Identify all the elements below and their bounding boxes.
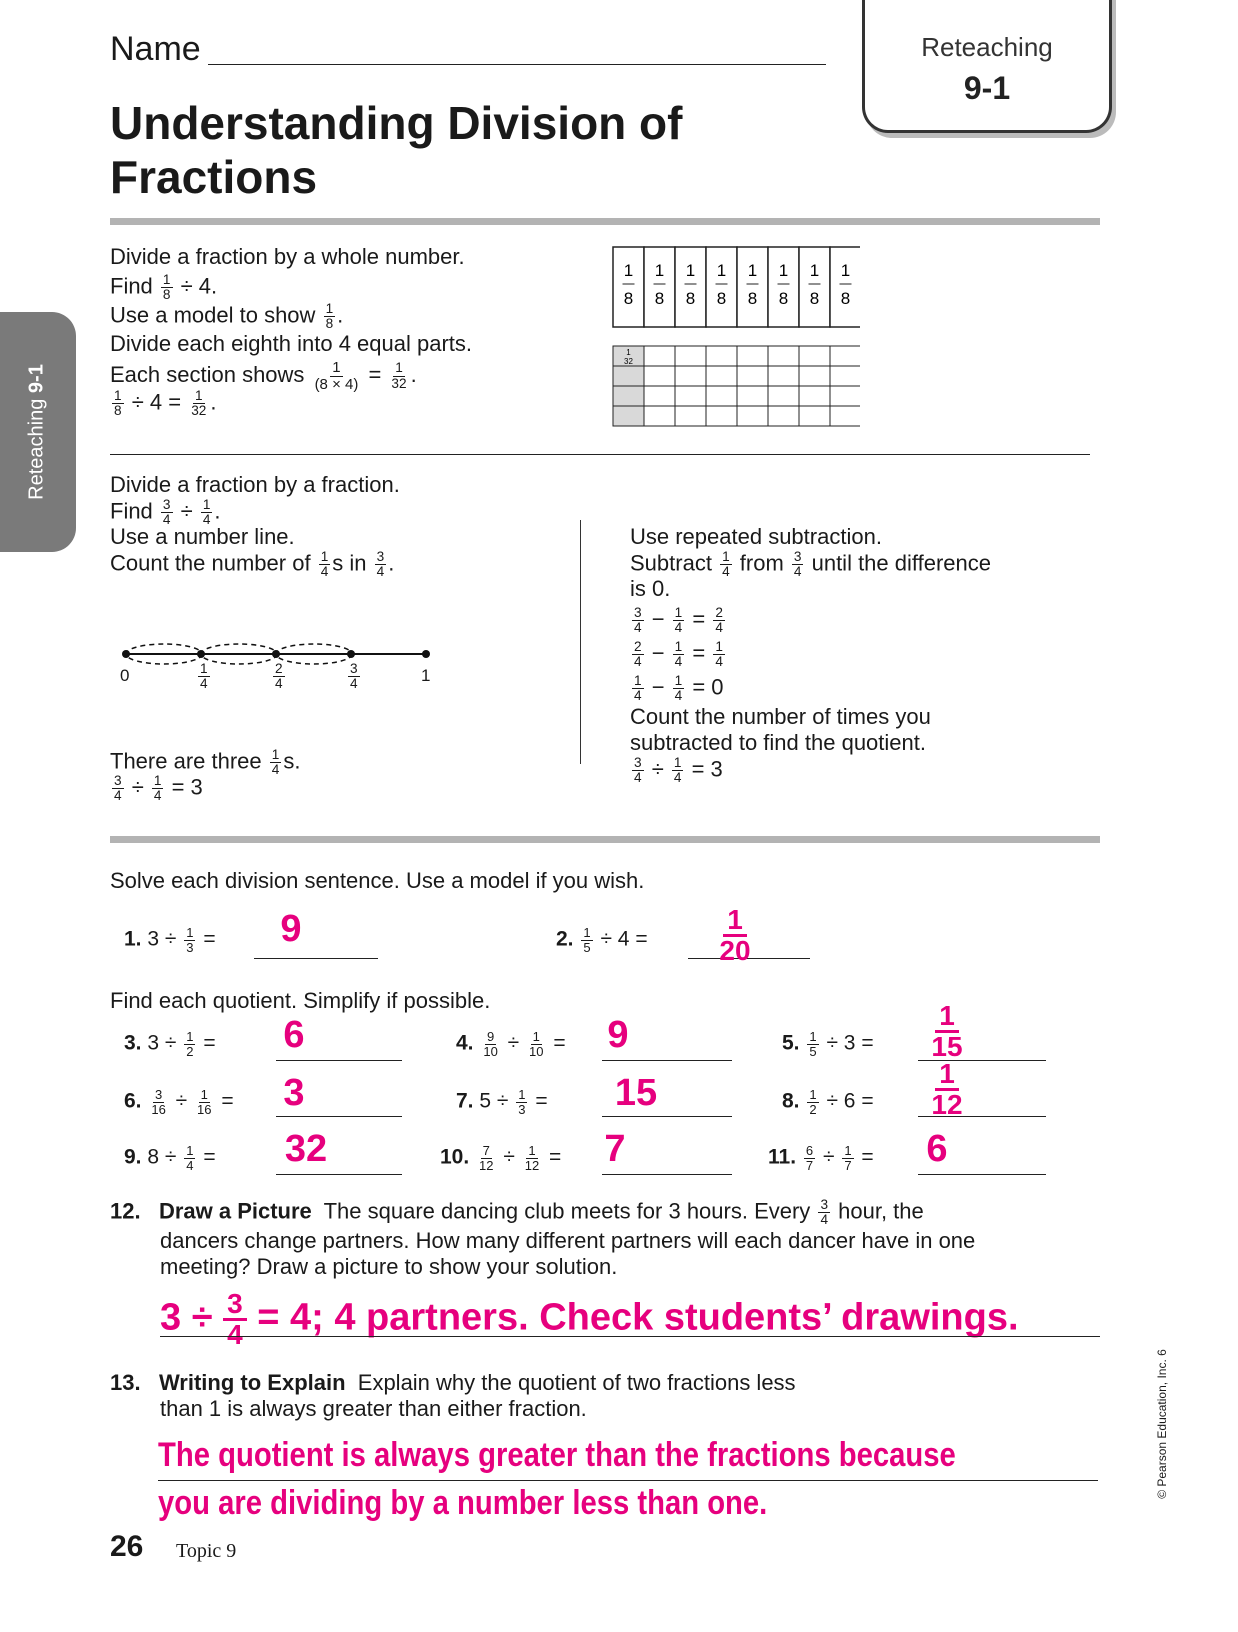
answer-line-9[interactable] xyxy=(276,1174,402,1175)
grid-cell xyxy=(706,386,737,406)
answer-8: $\frac{1}{12}$ xyxy=(931,1058,963,1120)
grid-cell xyxy=(675,386,706,406)
eighth-bar xyxy=(644,247,675,327)
grid-cell xyxy=(644,406,675,426)
shaded-cell xyxy=(613,386,644,406)
grid-cell xyxy=(830,346,860,366)
grid-cell xyxy=(799,386,830,406)
name-label: Name xyxy=(110,30,201,68)
problem-4: 4. $\frac{9}{10}$ ÷ $\frac{1}{10}$ = xyxy=(456,1029,566,1059)
answer-12: 3 ÷ $\frac{3}{4}$ = 4; 4 partners. Check students’ drawings. xyxy=(160,1288,1019,1350)
grid-cell xyxy=(768,366,799,386)
instruction-1: Solve each division sentence. Use a model if you wish. xyxy=(110,868,645,893)
section2-left-result: There are three $\frac{1}{4}$ s. $\frac{3}{4}$ ÷ $\frac{1}{4}$ = 3 xyxy=(110,747,301,804)
answer-7: 15 xyxy=(614,1072,658,1114)
answer-11: 6 xyxy=(926,1128,948,1170)
answer-13-line2: you are dividing by a number less than one. xyxy=(158,1484,768,1522)
grid-cell xyxy=(737,406,768,426)
eighth-bar xyxy=(675,247,706,327)
eighth-label-denominator: 8 xyxy=(747,289,758,308)
topic-label: Topic 9 xyxy=(176,1540,237,1562)
problem-8: 8. $\frac{1}{2}$ ÷ 6 = xyxy=(782,1087,874,1117)
grid-cell xyxy=(768,346,799,366)
shaded-cell xyxy=(613,366,644,386)
section1-text: Divide a fraction by a whole number. Find $\frac{1}{8}$ ÷ 4. Use a model to show $\frac{1}{8}$ . Divide each eighth into 4 equal parts. Each section shows $\frac{1}{(8 \times 4)}$ = $\frac{1}{32}$ . $\frac{1}{8}$ ÷ 4 = $\frac{1}{32}$ . xyxy=(110,244,473,419)
eighth-label-numerator: 1 xyxy=(809,261,820,280)
shaded-cell xyxy=(613,406,644,426)
nl-label-2-4: $\frac{2}{4}$ xyxy=(275,661,283,692)
answer-10: 7 xyxy=(604,1128,626,1170)
grid-cell xyxy=(830,406,860,426)
answer-line-4[interactable] xyxy=(602,1060,732,1061)
problem-3: 3. 3 ÷ $\frac{1}{2}$ = xyxy=(124,1029,216,1059)
nl-label-0: 0 xyxy=(120,666,130,685)
eighth-label-denominator: 8 xyxy=(623,289,634,308)
answer-line-6[interactable] xyxy=(276,1116,402,1117)
answer-6: 3 xyxy=(283,1072,305,1114)
eighth-label-numerator: 1 xyxy=(685,261,696,280)
problem-10: 10. $\frac{7}{12}$ ÷ $\frac{1}{12}$ = xyxy=(440,1143,562,1173)
grid-cell xyxy=(768,406,799,426)
grid-cell xyxy=(706,366,737,386)
eighth-label-denominator: 8 xyxy=(840,289,851,308)
problem-2: 2. $\frac{1}{5}$ ÷ 4 = xyxy=(556,925,648,955)
problem-7: 7. 5 ÷ $\frac{1}{3}$ = xyxy=(456,1087,548,1117)
answer-line-3[interactable] xyxy=(276,1060,402,1061)
eighth-bar xyxy=(799,247,830,327)
nl-label-3-4: $\frac{3}{4}$ xyxy=(350,661,358,692)
eighth-label-denominator: 8 xyxy=(716,289,727,308)
eighth-label-numerator: 1 xyxy=(747,261,758,280)
eighth-label-numerator: 1 xyxy=(778,261,789,280)
divider-2 xyxy=(110,836,1100,843)
eighth-bar xyxy=(613,247,644,327)
grid-cell xyxy=(737,366,768,386)
grid-cell xyxy=(644,366,675,386)
section2-right-text: Use repeated subtraction. Subtract $\frac{1}{4}$ from $\frac{3}{4}$ until the difference is 0. $\frac{3}{4}$ − $\frac{1}{4}$ = $\frac{2}{4}$ $\frac{2}{4}$ − $\frac{1}{4}$ = $\frac{1}{4}$ $\frac{1}{4}$ − $\frac{1}{4}$ = 0 Count the number of times you subtracted to find the quotient. $\frac{3}{4}$ ÷ $\frac{1}{4}$ = 3 xyxy=(630,524,991,786)
answer-line-11[interactable] xyxy=(918,1174,1046,1175)
eighth-bar xyxy=(830,247,860,327)
grid-cell xyxy=(830,366,860,386)
answer-line-12[interactable] xyxy=(160,1336,1100,1337)
eighth-bar xyxy=(737,247,768,327)
page-title: Understanding Division of Fractions xyxy=(110,97,683,203)
copyright: © Pearson Education, Inc. 6 xyxy=(1155,1349,1169,1499)
badge-number: 9-1 xyxy=(963,70,1011,106)
section2-left-text: Divide a fraction by a fraction. Find $\frac{3}{4}$ ÷ $\frac{1}{4}$ . Use a number line. Count the number of $\frac{1}{4}$ s in $\frac{3}{4}$ . xyxy=(110,472,400,580)
answer-line-13a[interactable] xyxy=(158,1480,1098,1481)
grid-cell xyxy=(706,346,737,366)
answer-5: $\frac{1}{15}$ xyxy=(931,1000,963,1062)
eighth-label-numerator: 1 xyxy=(716,261,727,280)
vertical-divider xyxy=(580,520,581,764)
eighth-bar xyxy=(706,247,737,327)
eighth-label-numerator: 1 xyxy=(840,261,851,280)
eighth-label-denominator: 8 xyxy=(685,289,696,308)
badge-label: Reteaching xyxy=(921,32,1053,62)
grid-cell xyxy=(706,406,737,426)
grid-cell xyxy=(644,386,675,406)
section-divider-line xyxy=(110,454,1090,455)
eighth-label-denominator: 8 xyxy=(809,289,820,308)
grid-cell xyxy=(737,386,768,406)
grid-cell xyxy=(799,406,830,426)
problem-12: 12. Draw a Picture The square dancing club meets for 3 hours. Every $\frac{3}{4}$ hour, the dancers change partners. How many different partners will each dancer have in one meeting? Draw a picture to show your solution. xyxy=(110,1197,976,1280)
divider xyxy=(110,218,1100,225)
eighth-label-numerator: 1 xyxy=(623,261,634,280)
grid-cell xyxy=(799,346,830,366)
grid-cell xyxy=(644,346,675,366)
grid-cell xyxy=(675,346,706,366)
problem-11: 11. $\frac{6}{7}$ ÷ $\frac{1}{7}$ = xyxy=(768,1143,874,1173)
grid-cell xyxy=(675,366,706,386)
problem-13: 13. Writing to Explain Explain why the quotient of two fractions less than 1 is always greater than either fraction. xyxy=(110,1370,796,1422)
cell-label-numerator: 1 xyxy=(626,348,631,357)
answer-3: 6 xyxy=(283,1014,305,1056)
page-number: 26 xyxy=(110,1530,144,1563)
grid-cell xyxy=(768,386,799,406)
nl-label-1: 1 xyxy=(421,666,431,685)
problem-1: 1. 3 ÷ $\frac{1}{3}$ = xyxy=(124,925,216,955)
eighth-bar xyxy=(768,247,799,327)
answer-13-line1: The quotient is always greater than the fractions because xyxy=(158,1436,956,1474)
problem-9: 9. 8 ÷ $\frac{1}{4}$ = xyxy=(124,1143,216,1173)
lesson-badge xyxy=(862,0,1112,133)
cell-label-denominator: 32 xyxy=(624,357,633,366)
fraction-bar-model xyxy=(612,246,860,430)
eighth-label-denominator: 8 xyxy=(654,289,665,308)
grid-cell xyxy=(737,346,768,366)
answer-9: 32 xyxy=(284,1128,328,1170)
grid-cell xyxy=(799,366,830,386)
problem-6: 6. $\frac{3}{16}$ ÷ $\frac{1}{16}$ = xyxy=(124,1087,234,1117)
eighth-label-numerator: 1 xyxy=(654,261,665,280)
grid-cell xyxy=(830,386,860,406)
answer-line-10[interactable] xyxy=(602,1174,732,1175)
answer-1: 9 xyxy=(280,908,302,950)
answer-2: $\frac{1}{20}$ xyxy=(719,904,751,966)
grid-cell xyxy=(675,406,706,426)
nl-label-1-4: $\frac{1}{4}$ xyxy=(200,661,208,692)
side-tab-label: Reteaching 9-1 xyxy=(25,364,48,500)
answer-4: 9 xyxy=(607,1014,629,1056)
problem-5: 5. $\frac{1}{5}$ ÷ 3 = xyxy=(782,1029,874,1059)
instruction-2: Find each quotient. Simplify if possible. xyxy=(110,988,491,1013)
answer-line-1[interactable] xyxy=(254,958,378,959)
name-field-line[interactable] xyxy=(208,64,826,65)
answer-line-7[interactable] xyxy=(602,1116,732,1117)
eighth-label-denominator: 8 xyxy=(778,289,789,308)
